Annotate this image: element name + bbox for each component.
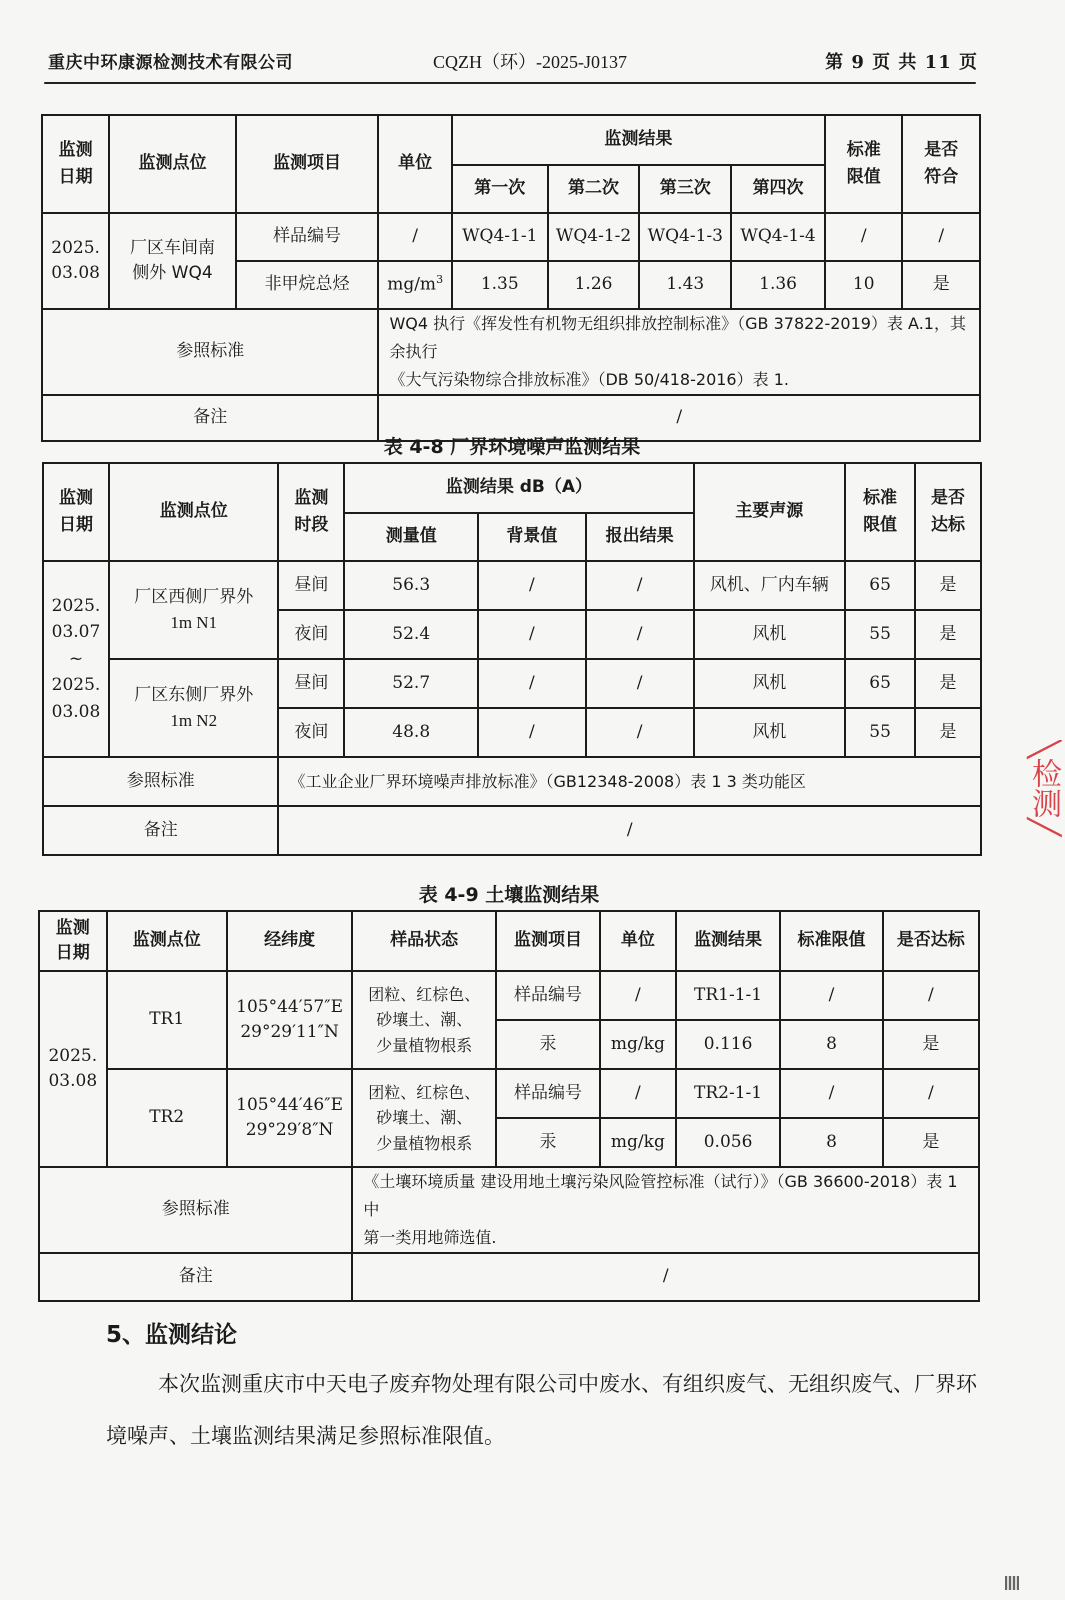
cell-limit: / (780, 971, 882, 1020)
header-source: 主要声源 (694, 463, 846, 561)
cell-compliant: 是 (915, 610, 981, 659)
header-run-1: 第一次 (452, 165, 548, 213)
cell-unit: $mg/m^3$ (378, 261, 451, 309)
header-measured: 测量值 (344, 513, 478, 561)
cell-value: WQ4-1-2 (548, 213, 640, 261)
cell-measured: 56.3 (344, 561, 478, 610)
cell-background: / (478, 610, 586, 659)
header-unit: 单位 (600, 911, 676, 971)
cell-value: WQ4-1-3 (639, 213, 731, 261)
reference-label: 参照标准 (42, 309, 378, 395)
remark-value: / (378, 395, 980, 441)
header-item: 监测项目 (496, 911, 600, 971)
header-results: 监测结果 dB（A） (344, 463, 693, 513)
cell-value: 1.26 (548, 261, 640, 309)
cell-unit: mg/kg (600, 1020, 676, 1069)
table-row (43, 659, 981, 708)
cell-limit: / (780, 1069, 882, 1118)
cell-date: 2025. 03.08 (42, 213, 109, 309)
cell-value: 1.43 (639, 261, 731, 309)
cell-compliant: 是 (915, 708, 981, 757)
cell-compliant: / (883, 971, 979, 1020)
reference-label: 参照标准 (43, 757, 278, 806)
table-row (43, 561, 981, 610)
header-run-4: 第四次 (731, 165, 825, 213)
cell-period: 夜间 (278, 610, 344, 659)
header-limit: 标准限值 (780, 911, 882, 971)
cell-result: TR2-1-1 (676, 1069, 781, 1118)
cell-value: 1.36 (731, 261, 825, 309)
cell-unit: / (600, 1069, 676, 1118)
cell-item: 样品编号 (496, 1069, 600, 1118)
reference-text: 《土壤环境质量 建设用地土壤污染风险管控标准（试行）》（GB 36600-2018）表 1 中 第一类用地筛选值. (352, 1167, 979, 1253)
header-results: 监测结果 (452, 115, 825, 165)
cell-result: 0.116 (676, 1020, 781, 1069)
header-period: 监测时段 (278, 463, 344, 561)
cell-item: 汞 (496, 1118, 600, 1167)
header-unit: 单位 (378, 115, 451, 213)
cell-compliant: 是 (883, 1118, 979, 1167)
cell-item: 汞 (496, 1020, 600, 1069)
header-divider (44, 82, 976, 84)
cell-limit: 8 (780, 1118, 882, 1167)
table-row (42, 213, 980, 261)
voc-results-table (41, 114, 981, 442)
cell-reported: / (586, 610, 694, 659)
cell-background: / (478, 561, 586, 610)
cell-result: 0.056 (676, 1118, 781, 1167)
cell-measured: 52.7 (344, 659, 478, 708)
header-state: 样品状态 (352, 911, 496, 971)
cell-value: WQ4-1-4 (731, 213, 825, 261)
reference-text: 《工业企业厂界环境噪声排放标准》（GB12348-2008）表 1 3 类功能区 (278, 757, 981, 806)
cell-date: 2025. 03.07 ~ 2025. 03.08 (43, 561, 109, 757)
cell-reported: / (586, 561, 694, 610)
cell-compliant: / (902, 213, 980, 261)
cell-compliant: / (883, 1069, 979, 1118)
remark-value: / (278, 806, 981, 855)
cell-source: 风机、厂内车辆 (694, 561, 846, 610)
cell-date: 2025. 03.08 (39, 971, 107, 1167)
noise-results-table (42, 462, 982, 856)
header-coords: 经纬度 (227, 911, 353, 971)
header-compliant: 是否达标 (883, 911, 979, 971)
cell-limit: / (825, 213, 902, 261)
noise-table-caption: 表 4-8 厂界环境噪声监测结果 (383, 436, 641, 458)
company-name: 重庆中环康源检测技术有限公司 (48, 53, 293, 73)
cell-limit: 8 (780, 1020, 882, 1069)
header-compliant: 是否达标 (915, 463, 981, 561)
header-location: 监测点位 (109, 115, 235, 213)
cell-state: 团粒、红棕色、 砂壤土、潮、 少量植物根系 (352, 971, 496, 1069)
header-run-2: 第二次 (548, 165, 640, 213)
cell-limit: 55 (845, 708, 915, 757)
cell-reported: / (586, 659, 694, 708)
cell-point: TR2 (107, 1069, 227, 1167)
cell-result: TR1-1-1 (676, 971, 781, 1020)
header-date: 监测日期 (43, 463, 109, 561)
cell-source: 风机 (694, 659, 846, 708)
qr-code-icon (1005, 1576, 1019, 1590)
cell-value: WQ4-1-1 (452, 213, 548, 261)
cell-source: 风机 (694, 610, 846, 659)
cell-limit: 10 (825, 261, 902, 309)
cell-limit: 65 (845, 659, 915, 708)
page-number: 第 9 页 共 11 页 (825, 52, 978, 73)
header-item: 监测项目 (236, 115, 379, 213)
header-date: 监测日期 (39, 911, 107, 971)
header-date: 监测日期 (42, 115, 109, 213)
header-limit: 标准限值 (825, 115, 902, 213)
cell-measured: 52.4 (344, 610, 478, 659)
cell-location: 厂区车间南 侧外 WQ4 (109, 213, 235, 309)
header-location: 监测点位 (109, 463, 279, 561)
header-result: 监测结果 (676, 911, 781, 971)
cell-unit: / (378, 213, 451, 261)
cell-period: 昼间 (278, 659, 344, 708)
header-background: 背景值 (478, 513, 586, 561)
remark-label: 备注 (43, 806, 278, 855)
conclusion-paragraph: 本次监测重庆市中天电子废弃物处理有限公司中废水、有组织废气、无组织废气、厂界环境噪声、土壤监测结果满足参照标准限值。 (106, 1372, 977, 1448)
cell-compliant: 是 (915, 561, 981, 610)
cell-source: 风机 (694, 708, 846, 757)
cell-unit: / (600, 971, 676, 1020)
cell-unit: mg/kg (600, 1118, 676, 1167)
cell-item: 样品编号 (496, 971, 600, 1020)
cell-measured: 48.8 (344, 708, 478, 757)
cell-compliant: 是 (915, 659, 981, 708)
document-number: CQZH（环）-2025-J0137 (433, 52, 627, 72)
remark-label: 备注 (39, 1253, 352, 1301)
cell-point: TR1 (107, 971, 227, 1069)
header-location: 监测点位 (107, 911, 227, 971)
reference-text: WQ4 执行《挥发性有机物无组织排放控制标准》（GB 37822-2019）表 A.1，其余执行 《大气污染物综合排放标准》（DB 50/418-2016）表 1. (378, 309, 980, 395)
cell-item: 样品编号 (236, 213, 379, 261)
cell-background: / (478, 708, 586, 757)
table-row (39, 971, 979, 1020)
cell-location: 厂区西侧厂界外 1m N1 (109, 561, 279, 659)
cell-item: 非甲烷总烃 (236, 261, 379, 309)
cell-reported: / (586, 708, 694, 757)
cell-limit: 55 (845, 610, 915, 659)
cell-period: 昼间 (278, 561, 344, 610)
cell-state: 团粒、红棕色、 砂壤土、潮、 少量植物根系 (352, 1069, 496, 1167)
cell-coords: 105°44′46″E 29°29′8″N (227, 1069, 353, 1167)
cell-limit: 65 (845, 561, 915, 610)
cell-coords: 105°44′57″E 29°29′11″N (227, 971, 353, 1069)
remark-value: / (352, 1253, 979, 1301)
header-reported: 报出结果 (586, 513, 694, 561)
soil-results-table (38, 910, 980, 1302)
section-title: 5、监测结论 (106, 1322, 238, 1348)
cell-background: / (478, 659, 586, 708)
red-stamp-icon: ╲检测╱ (1026, 740, 1061, 837)
table-row (39, 1069, 979, 1118)
soil-table-caption: 表 4-9 土壤监测结果 (418, 884, 600, 906)
cell-compliant: 是 (902, 261, 980, 309)
reference-label: 参照标准 (39, 1167, 352, 1253)
cell-compliant: 是 (883, 1020, 979, 1069)
header-compliant: 是否符合 (902, 115, 980, 213)
cell-value: 1.35 (452, 261, 548, 309)
header-run-3: 第三次 (639, 165, 731, 213)
cell-period: 夜间 (278, 708, 344, 757)
page-header (48, 44, 978, 74)
header-limit: 标准限值 (845, 463, 915, 561)
remark-label: 备注 (42, 395, 378, 441)
cell-location: 厂区东侧厂界外 1m N2 (109, 659, 279, 757)
